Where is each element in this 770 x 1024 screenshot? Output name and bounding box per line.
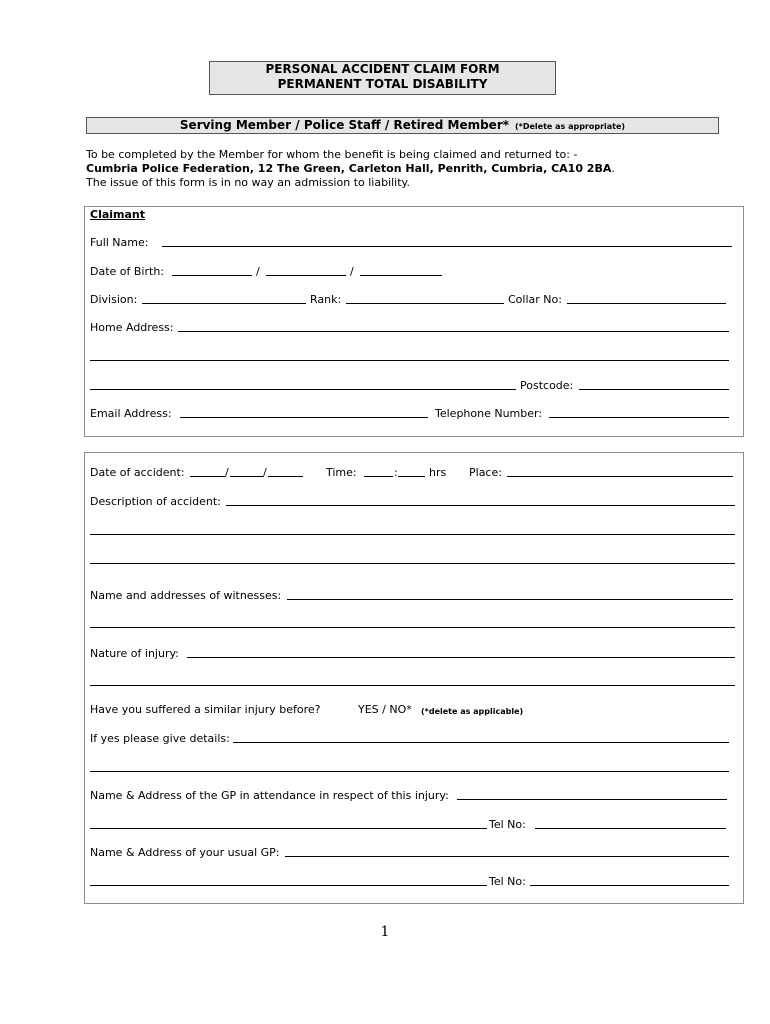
home-address-line3[interactable] — [90, 389, 516, 390]
accident-date-separator: / — [225, 466, 229, 479]
usual-gp-tel-field[interactable] — [530, 885, 729, 886]
member-type-box — [86, 117, 719, 134]
witnesses-line2[interactable] — [90, 627, 735, 628]
usual-gp-line2[interactable] — [90, 885, 487, 886]
usual-gp-label: Name & Address of your usual GP: — [90, 846, 280, 859]
liability-note: The issue of this form is in no way an admission to liability. — [86, 176, 410, 189]
dob-label: Date of Birth: — [90, 265, 165, 278]
gp-attendance-label: Name & Address of the GP in attendance in respect of this injury: — [90, 789, 449, 802]
witnesses-field[interactable] — [287, 599, 733, 600]
details-field[interactable] — [233, 742, 729, 743]
return-address — [86, 162, 615, 176]
email-label: Email Address: — [90, 407, 172, 420]
gp-tel-field[interactable] — [535, 828, 726, 829]
accident-panel — [84, 452, 744, 904]
home-address-label: Home Address: — [90, 321, 174, 334]
usual-gp-field[interactable] — [285, 856, 729, 857]
dob-year-field[interactable] — [360, 275, 442, 276]
member-type-label: Serving Member / Police Staff / Retired Member* — [179, 118, 510, 132]
time-hours-field[interactable] — [364, 476, 393, 477]
gp-attendance-field[interactable] — [457, 799, 727, 800]
place-label: Place: — [469, 466, 502, 479]
telephone-label: Telephone Number: — [435, 407, 543, 420]
yes-no-option[interactable]: YES / NO* — [358, 703, 412, 716]
gp-tel-label: Tel No: — [489, 818, 526, 831]
details-label: If yes please give details: — [90, 732, 230, 745]
return-address-end: . — [611, 162, 615, 175]
accident-date-label: Date of accident: — [90, 466, 185, 479]
accident-day-field[interactable] — [190, 476, 225, 477]
accident-month-field[interactable] — [230, 476, 263, 477]
description-line3[interactable] — [90, 563, 735, 564]
accident-date-separator: / — [263, 466, 267, 479]
form-title-line2: PERMANENT TOTAL DISABILITY — [277, 77, 488, 91]
full-name-field[interactable] — [162, 246, 732, 247]
time-separator: : — [394, 466, 398, 479]
place-field[interactable] — [507, 476, 733, 477]
claimant-panel — [84, 206, 744, 437]
home-address-line2[interactable] — [90, 360, 729, 361]
member-type-note: (*Delete as appropriate) — [515, 122, 626, 131]
dob-day-field[interactable] — [172, 275, 252, 276]
time-label: Time: — [326, 466, 357, 479]
details-line2[interactable] — [90, 771, 729, 772]
division-label: Division: — [90, 293, 138, 306]
nature-field[interactable] — [187, 657, 735, 658]
email-field[interactable] — [180, 417, 428, 418]
telephone-field[interactable] — [549, 417, 729, 418]
form-title-line1: PERSONAL ACCIDENT CLAIM FORM — [265, 62, 500, 76]
full-name-label: Full Name: — [90, 236, 149, 249]
home-address-field[interactable] — [178, 331, 729, 332]
collar-label: Collar No: — [508, 293, 562, 306]
collar-field[interactable] — [567, 303, 726, 304]
nature-label: Nature of injury: — [90, 647, 179, 660]
similar-injury-question: Have you suffered a similar injury before? — [90, 703, 321, 716]
form-title-box — [209, 61, 556, 95]
gp-attendance-line2[interactable] — [90, 828, 487, 829]
usual-gp-tel-label: Tel No: — [489, 875, 526, 888]
hrs-label: hrs — [429, 466, 447, 479]
accident-year-field[interactable] — [268, 476, 303, 477]
nature-line2[interactable] — [90, 685, 735, 686]
division-field[interactable] — [142, 303, 306, 304]
return-address-text: Cumbria Police Federation, 12 The Green, Carleton Hall, Penrith, Cumbria, CA10 2BA — [86, 162, 612, 175]
rank-field[interactable] — [346, 303, 504, 304]
claimant-heading: Claimant — [90, 208, 146, 221]
rank-label: Rank: — [310, 293, 342, 306]
postcode-field[interactable] — [579, 389, 729, 390]
postcode-label: Postcode: — [520, 379, 574, 392]
dob-separator: / — [350, 265, 354, 278]
description-label: Description of accident: — [90, 495, 221, 508]
witnesses-label: Name and addresses of witnesses: — [90, 589, 282, 602]
page-number: 1 — [380, 924, 390, 940]
dob-month-field[interactable] — [266, 275, 346, 276]
description-line2[interactable] — [90, 534, 735, 535]
delete-note: (*delete as applicable) — [421, 707, 524, 716]
intro-line: To be completed by the Member for whom the benefit is being claimed and returned to: - — [86, 148, 578, 161]
dob-separator: / — [256, 265, 260, 278]
description-field[interactable] — [226, 505, 735, 506]
time-minutes-field[interactable] — [398, 476, 425, 477]
